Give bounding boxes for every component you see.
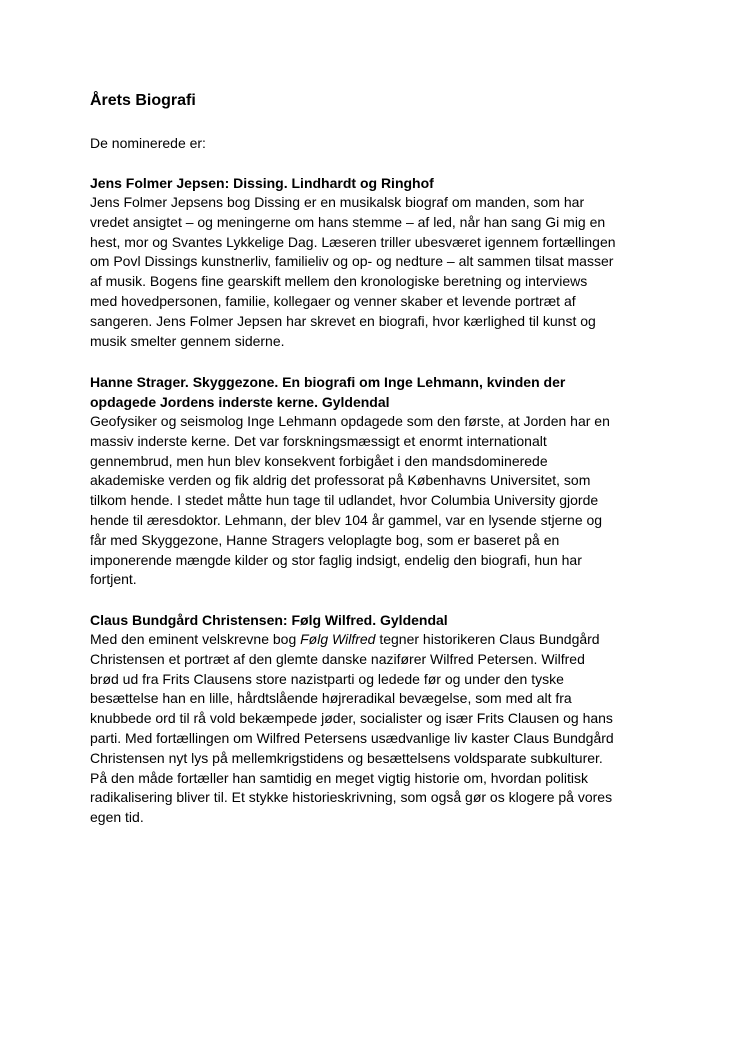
description-text: tegner historikeren Claus Bundgård Christensen et portræt af den glemte danske nazifører Wilfred Petersen. Wilfred brød ud fra Frits Clausens store nazistparti og ledede før og under den tyske besættelse han en lille, hårdtslående højreradikal bevægelse, som med alt fra knubbede ord til rå vold bekæmpede jøder, socialister og især Frits Clausen og hans parti. Med fortællingen om Wilfred Petersens usædvanlige liv kaster Claus Bundgård Christensen nyt lys på mellemkrigstidens og besættelsens voldsparate subkulturer. På den måde fortæller han samtidig en meget vigtig historie om, hvordan politisk radikalisering bliver til. Et stykke historieskrivning, som også gør os klogere på vores egen tid. [90,631,614,826]
nominee-heading: Claus Bundgård Christensen: Følg Wilfred. Gyldendal [90,612,448,628]
description-text: Med den eminent velskrevne bog [90,631,301,647]
intro-text: De nominerede er: [90,135,206,151]
nominee-section [90,610,670,828]
nominee-heading: Hanne Strager. Skyggezone. En biografi om Inge Lehmann, kvinden der opdagede Jordens inderste kerne. Gyldendal [90,374,566,410]
nominee-section [90,372,670,590]
nominee-description: Geofysiker og seismolog Inge Lehmann opdagede som den første, at Jorden har en massiv inderste kerne. Det var forskningsmæssigt et enormt internationalt gennembrud, men hun blev konsekvent forbigået i den mandsdominerede akademiske verden og fik aldrig det professorat på Københavns Universitet, som tilkom hende. I stedet måtte hun tage til udlandet, hvor Columbia University gjorde hende til æresdoktor. Lehmann, der blev 104 år gammel, var en lysende stjerne og får med Skyggezone, Hanne Stragers veloplagte bog, som er baseret på en imponerende mængde kilder og stor faglig indsigt, endelig den biografi, hun har fortjent. [90,413,610,588]
nominee-heading: Jens Folmer Jepsen: Dissing. Lindhardt og Ringhof [90,175,434,191]
nominee-section [90,173,670,351]
nominee-description: Jens Folmer Jepsens bog Dissing er en musikalsk biograf om manden, som har vredet ansigtet – og meningerne om hans stemme – af led, når han sang Gi mig en hest, mor og Svantes Lykkelige Dag. Læseren triller ubesværet igennem fortællingen om Povl Dissings kunstnerliv, familieliv og op- og nedture – alt sammen tilsat masser af musik. Bogens fine gearskift mellem den kronologiske beretning og interviews med hovedpersonen, familie, kollegaer og venner skaber et levende portræt af sangeren. Jens Folmer Jepsen har skrevet en biografi, hvor kærlighed til kunst og musik smelter gennem siderne. [90,194,616,349]
book-title-italic: Følg Wilfred [300,631,376,647]
document-title: Årets Biografi [90,92,196,109]
nominee-description [90,630,670,828]
